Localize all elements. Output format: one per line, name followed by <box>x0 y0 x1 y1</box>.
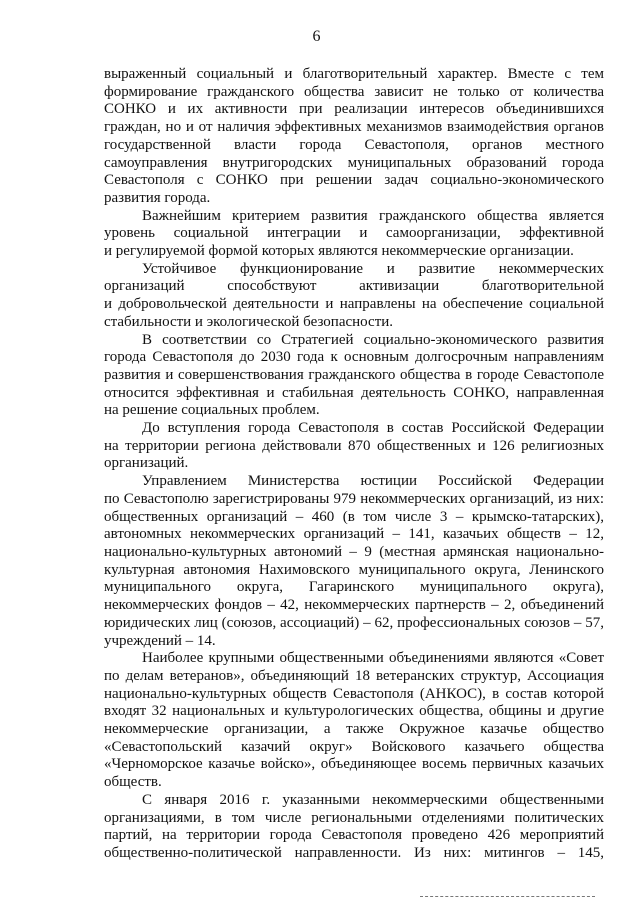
text-line: и добровольческой деятельности и направлены на обеспечение социальной <box>104 296 604 313</box>
text-line: Устойчивое функционирование и развитие некоммерческих <box>142 260 604 277</box>
paragraph <box>104 332 604 421</box>
text-line: Управлением Министерства юстиции Российской Федерации <box>142 473 604 490</box>
text-line: общественных организаций – 460 (в том числе 3 – крымско-татарских), <box>104 508 604 525</box>
paragraph <box>104 792 604 863</box>
paragraph <box>104 66 604 208</box>
text-line: и регулируемой формой которых являются некоммерческие организации. <box>104 243 574 260</box>
text-line: развития и совершенствования гражданского общества в городе Севастополе <box>104 366 604 383</box>
text-line: «Черноморское казачье войско», объединяющее восемь первичных казачьих <box>104 756 604 773</box>
text-line: Важнейшим критерием развития гражданского общества является <box>142 207 604 224</box>
text-line: общественно-политической направленности. Из них: митингов – 145, <box>104 844 604 861</box>
text-line: граждан, но и от наличия эффективных механизмов взаимодействия органов <box>104 119 604 136</box>
text-line: формирование гражданского общества зависит не только от количества <box>104 83 604 100</box>
text-line: самоуправления внутригородских муниципальных образований города <box>104 154 604 171</box>
text-line: выраженный социальный и благотворительный характер. Вместе с тем <box>104 66 604 82</box>
text-line: культурная автономия Нахимовского муниципального округа, Ленинского <box>104 561 604 578</box>
text-line: организациями, в том числе региональными отделениями политических <box>104 809 604 826</box>
text-line: В соответствии со Стратегией социально-экономического развития <box>142 331 604 348</box>
text-line: национально-культурных автономий – 9 (местная армянская национально- <box>104 543 604 560</box>
text-line: национально-культурных обществ Севастополя (АНКОС), в состав которой <box>104 685 604 702</box>
paragraph <box>104 473 604 650</box>
text-line: СОНКО и их активности при реализации интересов объединившихся <box>104 101 604 118</box>
text-line: по делам ветеранов», объединяющий 18 ветеранских структур, Ассоциация <box>104 667 604 684</box>
text-line: Наиболее крупными общественными объединениями являются «Совет <box>142 650 604 667</box>
text-line: партий, на территории города Севастополя проведено 426 мероприятий <box>104 827 604 844</box>
text-line: «Севастопольский казачий округ» Войскового казачьего общества <box>104 738 604 755</box>
page-number: 6 <box>312 28 321 45</box>
text-line: стабильности и экологической безопасности. <box>104 313 394 330</box>
text-line: Севастополя с СОНКО при решении задач социально-экономического <box>104 172 604 189</box>
text-line: развития города. <box>104 189 211 206</box>
paragraph <box>104 420 604 473</box>
text-line: До вступления города Севастополя в состав Российской Федерации <box>142 420 604 437</box>
text-line: по Севастополю зарегистрированы 979 некоммерческих организаций, из них: <box>104 490 604 507</box>
text-line: некоммерческих фондов – 42, некоммерческих партнерств – 2, объединений <box>104 597 604 614</box>
text-line: уровень социальной интеграции и самоорганизации, эффективной <box>104 225 604 242</box>
document-body <box>104 66 604 863</box>
footer-divider <box>420 896 595 897</box>
paragraph <box>104 261 604 332</box>
text-line: автономных некоммерческих организаций – 141, казачьих обществ – 12, <box>104 526 604 543</box>
paragraph <box>104 208 604 261</box>
text-line: юридических лиц (союзов, ассоциаций) – 62, профессиональных союзов – 57, <box>104 614 604 631</box>
text-line: организаций. <box>104 455 189 472</box>
text-line: на решение социальных проблем. <box>104 402 320 419</box>
text-line: муниципального округа, Гагаринского муниципального округа), <box>104 579 604 596</box>
paragraph <box>104 650 604 792</box>
text-line: учреждений – 14. <box>104 632 216 649</box>
text-line: С января 2016 г. указанными некоммерческими общественными <box>142 791 604 808</box>
text-line: города Севастополя до 2030 года к основным долгосрочным направлениям <box>104 349 604 366</box>
text-line: обществ. <box>104 774 162 791</box>
text-line: некоммерческие организации, а также Окружное казачье общество <box>104 721 604 738</box>
text-line: на территории региона действовали 870 общественных и 126 религиозных <box>104 437 604 454</box>
text-line: организаций способствуют активизации благотворительной <box>104 278 604 295</box>
text-line: входят 32 национальных и культурологических общества, общины и другие <box>104 703 604 720</box>
text-line: государственной власти города Севастополя, органов местного <box>104 136 604 153</box>
text-line: относится эффективная и стабильная деятельность СОНКО, направленная <box>104 384 604 401</box>
